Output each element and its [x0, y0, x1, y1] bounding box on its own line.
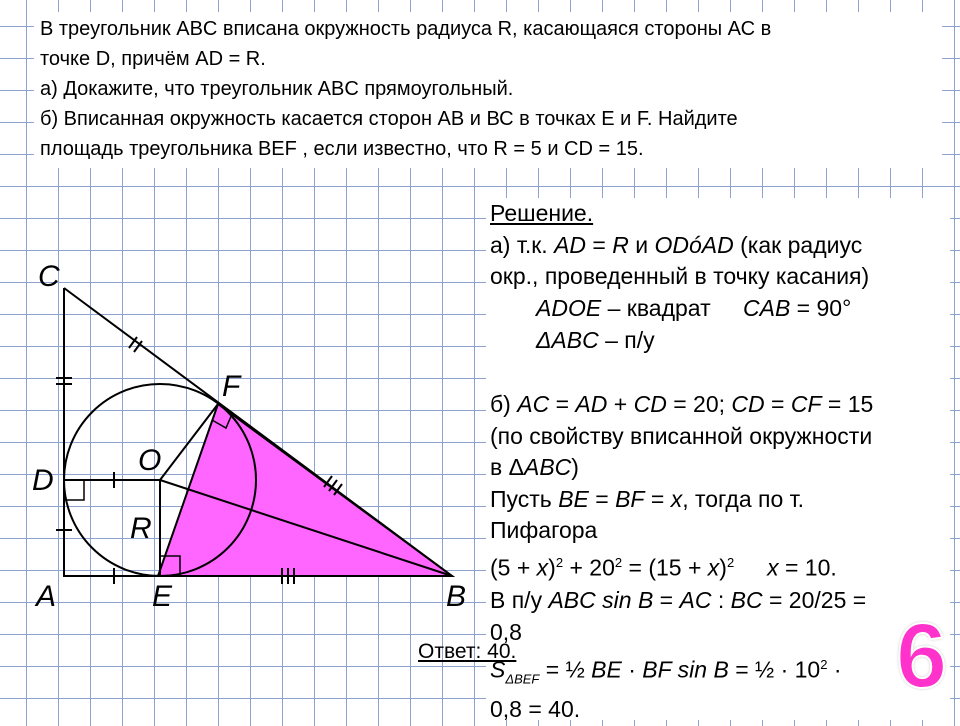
- solution-line: [490, 484, 946, 516]
- math-sin: sin: [671, 656, 708, 683]
- math-abc: ABC: [548, 586, 596, 613]
- math-be: BE: [591, 656, 622, 683]
- label-r: R: [130, 512, 152, 545]
- math-cab: CAB: [743, 294, 791, 321]
- math-s: S: [490, 656, 506, 683]
- problem-line: точке D, причём AD = R.: [40, 48, 266, 70]
- text: ): [719, 554, 727, 581]
- exponent: 2: [820, 656, 828, 672]
- text: +: [607, 391, 634, 417]
- text: =: [586, 231, 613, 258]
- math-x: x: [536, 554, 549, 581]
- solution-line: [490, 547, 946, 585]
- math-b: B: [707, 656, 729, 683]
- text: = 90°: [790, 294, 852, 321]
- math-bc: BC: [730, 586, 763, 613]
- solution-line: [490, 293, 946, 326]
- right-angle-d: [64, 480, 84, 500]
- slide-number: 6: [896, 605, 948, 707]
- text: – п/у: [598, 327, 655, 353]
- text: ·: [827, 656, 842, 683]
- math-abc: ABC: [523, 454, 572, 480]
- label-f: F: [222, 370, 241, 403]
- perp-symbol: ó: [689, 231, 702, 258]
- solution-line: [490, 325, 946, 358]
- text: и: [628, 231, 655, 258]
- math-be: BE: [558, 485, 589, 512]
- text: В п/у: [490, 586, 549, 613]
- text: – квадрат: [601, 294, 717, 321]
- subscript: ΔBEF: [505, 670, 540, 686]
- math-b: B: [631, 586, 654, 613]
- label-a: A: [36, 580, 57, 613]
- text: (как радиус: [733, 231, 863, 258]
- math-cf: CF: [790, 391, 822, 417]
- solution-title: [490, 198, 946, 230]
- text: ): [571, 454, 579, 480]
- solution-line: [490, 585, 946, 618]
- text: = ½: [539, 656, 592, 683]
- triangle-bef-fill: [158, 404, 452, 576]
- math-ad: AD: [554, 231, 587, 258]
- solution-line: (по свойству вписанной окружности: [490, 422, 873, 449]
- math-cd: CD: [731, 391, 765, 417]
- text: б): [490, 391, 518, 417]
- math-ad: AD: [701, 231, 734, 258]
- exponent: 2: [555, 554, 564, 570]
- text: в Δ: [490, 454, 524, 480]
- solution-line: 0,8 = 40.: [490, 696, 581, 723]
- math-adoe: ADOE: [536, 294, 602, 321]
- spacer: [742, 554, 768, 580]
- text: =: [644, 485, 671, 512]
- problem-line: б) Вписанная окружность касается сторон АВ и ВС в точках Е и F. Найдите: [40, 108, 738, 130]
- math-ac: AC: [517, 391, 550, 417]
- text: =: [549, 391, 576, 417]
- text: + 20: [563, 554, 615, 581]
- math-x: x: [670, 485, 683, 512]
- math-ad: AD: [575, 391, 608, 417]
- exponent: 2: [726, 554, 735, 570]
- solution-line: окр., проведенный в точку касания): [490, 263, 870, 289]
- math-r: R: [612, 231, 629, 258]
- text: = 15: [821, 391, 874, 417]
- text: , тогда по т.: [682, 485, 805, 512]
- text: Пусть: [490, 485, 559, 512]
- problem-line: а) Докажите, что треугольник ABC прямоугольный.: [40, 78, 514, 100]
- math-cd: CD: [633, 391, 667, 417]
- text: = 10.: [778, 554, 837, 581]
- text: а) т.к.: [490, 231, 555, 258]
- math-x: x: [707, 554, 720, 581]
- label-d: D: [32, 464, 54, 497]
- answer-text: Ответ: 40.: [418, 640, 517, 663]
- solution-line: Пифагора: [490, 517, 598, 543]
- text: ·: [621, 656, 643, 683]
- title-text: Решение.: [490, 200, 594, 226]
- problem-line: площадь треугольника BEF , если известно, что R = 5 и CD = 15.: [40, 138, 644, 160]
- math-sin: sin: [595, 586, 632, 613]
- text: =: [588, 485, 616, 512]
- text: = 20/25 =: [762, 586, 867, 613]
- text: (5 +: [490, 554, 537, 581]
- text: =: [653, 586, 680, 613]
- solution-line: [490, 389, 946, 421]
- text: = (15 +: [622, 554, 708, 581]
- blank-line: [490, 358, 946, 390]
- solution-text: [486, 198, 950, 723]
- problem-line: В треугольник ABC вписана окружность радиуса R, касающаяся стороны АС в: [40, 18, 772, 40]
- math-x: x: [767, 554, 779, 581]
- label-o: O: [138, 444, 162, 477]
- label-e: E: [152, 580, 173, 613]
- label-b: B: [446, 580, 467, 613]
- exponent: 2: [614, 554, 623, 570]
- text: ): [548, 554, 556, 581]
- solution-line: [490, 230, 946, 262]
- math-bf: BF: [615, 485, 645, 512]
- text: =: [764, 391, 791, 417]
- math-abc: ΔABC: [536, 327, 599, 353]
- solution-line: [490, 452, 946, 484]
- solution-line: [490, 649, 946, 695]
- math-ac: AC: [679, 586, 712, 613]
- label-c: C: [38, 260, 60, 293]
- text: :: [711, 586, 731, 613]
- text: = ½ · 10: [728, 656, 821, 683]
- math-bf: BF: [642, 656, 672, 683]
- implies-icon: [734, 555, 741, 581]
- math-od: OD: [654, 231, 689, 258]
- text: = 20;: [666, 391, 732, 417]
- solution-line: 0,8: [490, 619, 522, 646]
